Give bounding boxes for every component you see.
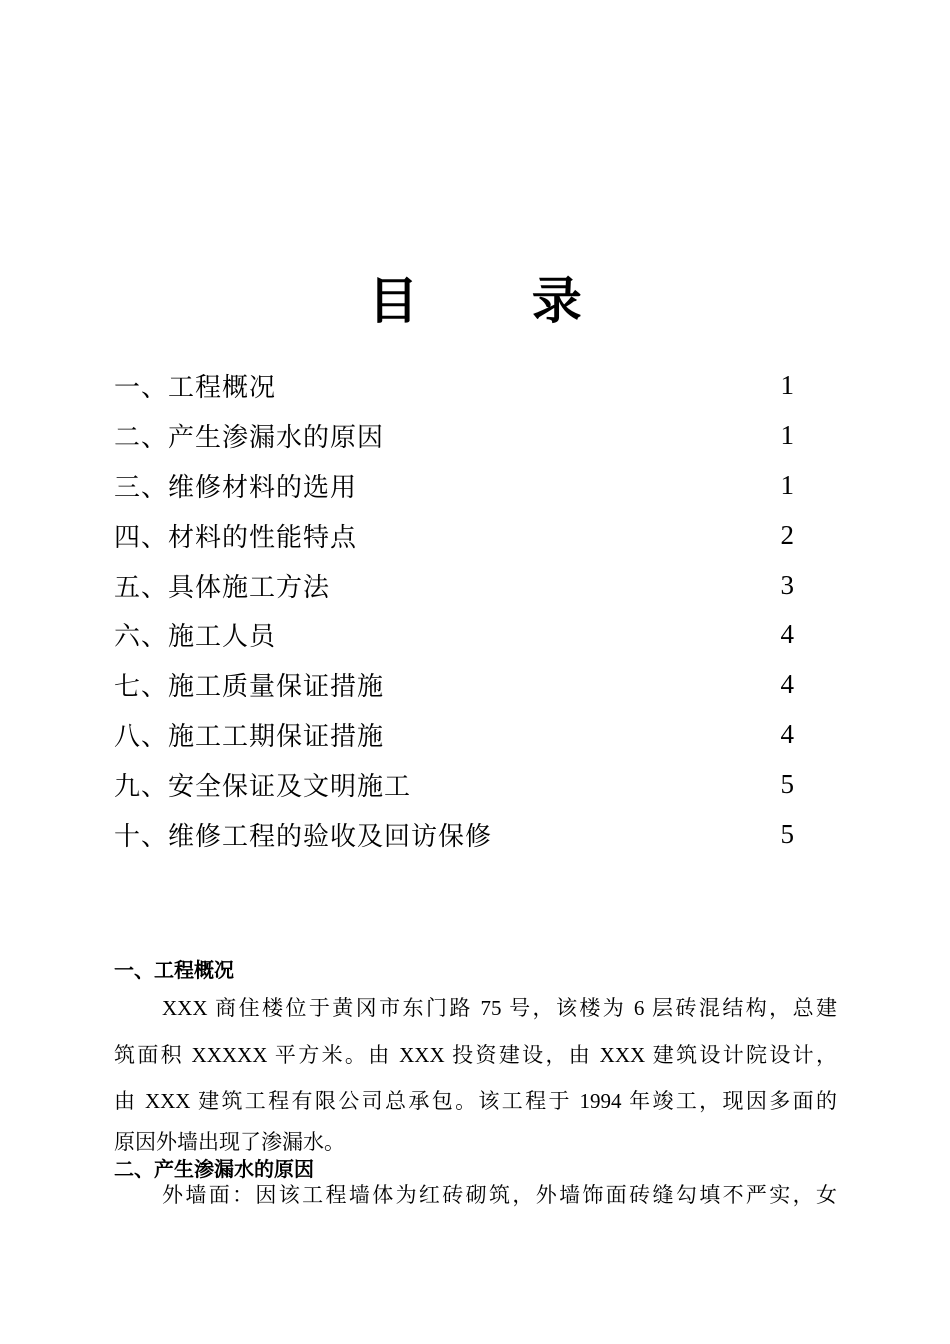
toc-entry-label: 十、维修工程的验收及回访保修 xyxy=(114,821,493,852)
section-body-leak-causes xyxy=(114,1172,837,1219)
section-heading-leak-causes: 二、产生渗漏水的原因 xyxy=(114,1157,314,1181)
toc-entry-page: 5 xyxy=(780,818,794,849)
toc-entry-label: 四、材料的性能特点 xyxy=(114,522,358,553)
toc-entry-page: 4 xyxy=(780,718,794,749)
toc-entry[interactable] xyxy=(114,461,794,511)
toc-entry[interactable] xyxy=(114,610,794,660)
toc-entry-page: 1 xyxy=(780,469,794,500)
toc-entry-label: 三、维修材料的选用 xyxy=(114,472,358,503)
toc-entry-page: 1 xyxy=(780,370,794,401)
section-body-overview xyxy=(114,985,837,1157)
toc-entry[interactable] xyxy=(114,710,794,760)
section-heading-overview: 一、工程概况 xyxy=(114,958,234,982)
toc-entry[interactable] xyxy=(114,560,794,610)
toc-entry[interactable] xyxy=(114,361,794,411)
toc-list xyxy=(114,361,794,859)
toc-entry-page: 5 xyxy=(780,768,794,799)
paragraph-line: 外墙面：因该工程墙体为红砖砌筑，外墙饰面砖缝勾填不严实，女 xyxy=(162,1183,837,1207)
toc-entry[interactable] xyxy=(114,660,794,710)
paragraph-line: XXX 商住楼位于黄冈市东门路 75 号，该楼为 6 层砖混结构，总建 xyxy=(162,996,837,1020)
toc-entry-page: 3 xyxy=(780,569,794,600)
paragraph-line: 原因外墙出现了渗漏水。 xyxy=(114,1129,345,1154)
toc-entry-page: 2 xyxy=(780,519,794,550)
toc-entry[interactable] xyxy=(114,411,794,461)
toc-entry-label: 八、施工工期保证措施 xyxy=(114,721,385,752)
toc-entry-label: 七、施工质量保证措施 xyxy=(114,672,385,703)
toc-entry-label: 九、安全保证及文明施工 xyxy=(114,771,412,802)
toc-title: 目 录 xyxy=(368,272,630,330)
paragraph-line: 由 XXX 建筑工程有限公司总承包。该工程于 1994 年竣工，现因多面的 xyxy=(114,1089,837,1113)
toc-entry-label: 五、具体施工方法 xyxy=(114,572,331,603)
toc-entry-page: 4 xyxy=(780,619,794,650)
toc-entry[interactable] xyxy=(114,510,794,560)
toc-entry-page: 4 xyxy=(780,669,794,700)
toc-entry-page: 1 xyxy=(780,420,794,451)
paragraph-line: 筑面积 XXXXX 平方米。由 XXX 投资建设，由 XXX 建筑设计院设计， xyxy=(114,1042,837,1067)
toc-entry-label: 六、施工人员 xyxy=(114,622,277,653)
toc-entry[interactable] xyxy=(114,809,794,859)
toc-entry[interactable] xyxy=(114,759,794,809)
toc-entry-label: 二、产生渗漏水的原因 xyxy=(114,423,385,454)
toc-entry-label: 一、工程概况 xyxy=(114,373,277,404)
